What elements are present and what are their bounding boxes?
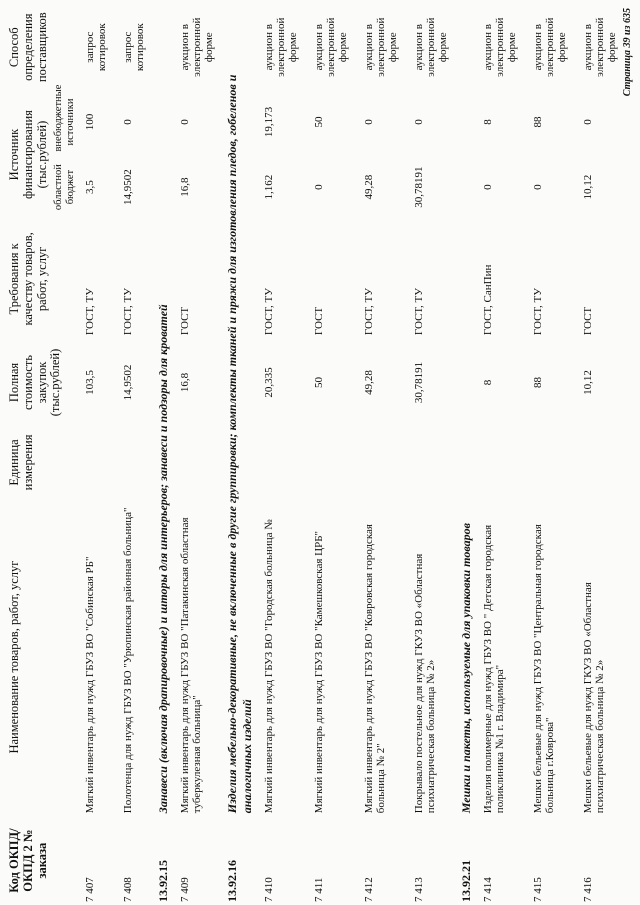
section-row xyxy=(154,5,173,905)
item-cost: 88 xyxy=(532,376,545,388)
item-method: аукцион в электронной форме xyxy=(363,17,400,77)
table-row xyxy=(576,5,626,905)
page-number: Страница 39 из 635 xyxy=(622,8,633,97)
section-row xyxy=(223,5,257,905)
item-cost: 16,8 xyxy=(179,372,192,393)
item-cost: 20,335 xyxy=(263,367,276,398)
item-regional: 3,5 xyxy=(84,180,97,194)
item-name: Мешки бельевые для нужд ГБУЗ ВО "Центральная городская больница г.Коврова" xyxy=(532,524,557,814)
table-row xyxy=(173,5,223,905)
section-code: 13.92.16 xyxy=(225,860,240,902)
section-code: 13.92.21 xyxy=(459,860,474,902)
header-external: внебюджетные источники xyxy=(53,84,76,152)
item-name: Покрывало постельное для нужд ГКУЗ ВО «Областная психиатрическая больница № 2» xyxy=(413,553,438,814)
order-number: 7 410 xyxy=(263,877,276,902)
item-name: Изделия полимерные для нужд ГБУЗ ВО " Детская городская поликлиника №1 г. Владимира" xyxy=(482,524,507,814)
table-row xyxy=(78,5,116,905)
table-row xyxy=(307,5,357,905)
item-regional: 0 xyxy=(482,184,495,190)
item-regional: 30,78191 xyxy=(413,166,426,208)
item-regional: 16,8 xyxy=(179,177,192,197)
item-method: аукцион в электронной форме xyxy=(582,17,619,77)
order-number: 7 408 xyxy=(122,877,135,902)
item-name: Мягкий инвентарь для нужд ГБУЗ ВО "Городская больница № xyxy=(263,519,276,814)
item-method: аукцион в электронной форме xyxy=(179,17,216,77)
order-number: 7 414 xyxy=(482,877,495,902)
item-requirements: ГОСТ xyxy=(313,306,326,336)
item-cost: 14,9502 xyxy=(122,364,135,401)
item-method: запрос котировок xyxy=(84,23,109,72)
item-requirements: ГОСТ, ТУ xyxy=(363,287,376,336)
section-row xyxy=(457,5,476,905)
item-cost: 30,78191 xyxy=(413,361,426,404)
order-number: 7 411 xyxy=(313,877,326,902)
header-cost: Полная стоимость закупок (тыс.рублей) xyxy=(7,348,63,417)
item-name: Мешки бельевые для нужд ГКУЗ ВО «Областная психиатрическая больница № 2» xyxy=(582,582,607,814)
section-title: Изделия мебельно-декоративные, не включенные в другие группировки; комплекты тканей и пряжи для изготовления пледов, гобеленов и аналогичных изделий xyxy=(225,74,255,814)
item-requirements: ГОСТ xyxy=(582,306,595,336)
item-requirements: ГОСТ, ТУ xyxy=(122,287,135,336)
item-external: 0 xyxy=(413,119,426,125)
order-number: 7 415 xyxy=(532,877,545,902)
item-name: Мягкий инвентарь для нужд ГБУЗ ВО "Камешковская ЦРБ" xyxy=(313,530,326,814)
item-regional: 0 xyxy=(313,184,326,190)
item-cost: 49,28 xyxy=(363,370,376,395)
item-regional: 10,12 xyxy=(582,174,595,200)
item-cost: 50 xyxy=(313,376,326,388)
section-title: Мешки и пакеты, используемые для упаковки товаров xyxy=(459,523,474,814)
item-external: 88 xyxy=(532,116,545,128)
order-number: 7 409 xyxy=(179,877,192,902)
item-regional: 14,9502 xyxy=(122,169,135,205)
item-requirements: ГОСТ, ТУ xyxy=(413,287,426,336)
order-number: 7 416 xyxy=(582,877,595,902)
item-regional: 1,162 xyxy=(263,174,276,200)
item-method: аукцион в электронной форме xyxy=(263,17,300,77)
header-method: Способ определения поставщиков xyxy=(7,12,49,83)
item-unit xyxy=(257,427,307,498)
section-code: 13.92.15 xyxy=(156,860,171,902)
item-name: Мягкий инвентарь для нужд ГБУЗ ВО "Собинская РБ" xyxy=(84,556,97,814)
item-external: 0 xyxy=(582,119,595,125)
item-external: 100 xyxy=(84,113,97,131)
item-unit xyxy=(407,427,457,498)
table-row xyxy=(116,5,154,905)
item-unit xyxy=(78,427,116,498)
header-unit: Единица измерения xyxy=(7,434,35,491)
header-row xyxy=(6,5,51,905)
item-cost: 8 xyxy=(482,379,495,386)
header-code: Код ОКПД/ ОКПД 2 № заказа xyxy=(7,828,49,893)
item-requirements: ГОСТ, СанПин xyxy=(482,264,495,336)
header-name: Наименование товаров, работ, услуг xyxy=(7,560,21,754)
header-requirements: Требования к качеству товаров, работ, услуг xyxy=(7,232,49,326)
table-row xyxy=(357,5,407,905)
item-method: аукцион в электронной форме xyxy=(313,17,350,77)
item-method: аукцион в электронной форме xyxy=(413,17,450,77)
item-name: Полотенца для нужд ГБУЗ ВО "Урюпинская районная больница" xyxy=(122,507,135,814)
item-external: 50 xyxy=(313,116,326,128)
header-financing: Источник финансирования (тыс.рублей) xyxy=(7,110,49,199)
item-requirements: ГОСТ, ТУ xyxy=(263,287,276,336)
item-external: 0 xyxy=(363,119,376,125)
item-unit xyxy=(307,427,357,498)
order-number: 7 407 xyxy=(84,877,97,902)
item-external: 8 xyxy=(482,119,495,125)
item-requirements: ГОСТ, ТУ xyxy=(84,287,97,336)
table-row xyxy=(257,5,307,905)
item-unit xyxy=(476,427,526,498)
item-requirements: ГОСТ xyxy=(179,306,192,336)
item-external: 0 xyxy=(122,119,135,125)
procurement-table xyxy=(6,5,626,905)
item-regional: 0 xyxy=(532,184,545,190)
header-regional: областной бюджет xyxy=(53,164,76,211)
item-method: аукцион в электронной форме xyxy=(482,17,519,77)
item-name: Мягкий инвентарь для нужд ГБУЗ ВО "Ковровская городская больница № 2" xyxy=(363,524,388,814)
table-body xyxy=(78,5,626,905)
item-method: аукцион в электронной форме xyxy=(532,17,569,77)
item-unit xyxy=(357,427,407,498)
table-row xyxy=(407,5,457,905)
table-row xyxy=(526,5,576,905)
order-number: 7 413 xyxy=(413,877,426,902)
item-cost: 103,5 xyxy=(84,370,97,395)
order-number: 7 412 xyxy=(363,877,376,902)
item-unit xyxy=(526,427,576,498)
section-title: Занавеси (включая драпировочные) и шторы для интерьеров; занавеси и подзоры для кроватей xyxy=(156,304,171,814)
item-cost: 10,12 xyxy=(582,370,595,395)
item-method: запрос котировок xyxy=(122,23,147,72)
item-requirements: ГОСТ, ТУ xyxy=(532,287,545,336)
item-external: 19,173 xyxy=(263,106,276,138)
item-unit xyxy=(173,427,223,498)
item-unit xyxy=(576,427,626,498)
table-row xyxy=(476,5,526,905)
item-external: 0 xyxy=(179,119,192,125)
item-name: Мягкий инвентарь для нужд ГБУЗ ВО "Патакинская областная туберкулезная больница" xyxy=(179,517,204,814)
item-unit xyxy=(116,427,154,498)
item-regional: 49,28 xyxy=(363,174,376,200)
